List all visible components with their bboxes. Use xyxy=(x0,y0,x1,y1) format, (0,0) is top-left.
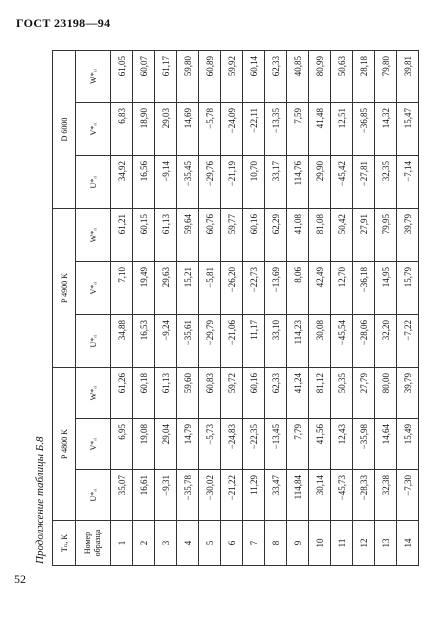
value-cell: 28,18 xyxy=(353,50,375,102)
value-cell: 15,49 xyxy=(397,419,419,470)
value-cell: 12,51 xyxy=(331,103,353,156)
value-cell: 33,47 xyxy=(265,470,287,521)
value-cell: −28,06 xyxy=(353,315,375,368)
value-cell: 11,17 xyxy=(243,315,265,368)
subheader: V*ᵣᵢ xyxy=(76,103,111,156)
value-cell: 59,64 xyxy=(177,209,199,262)
value-cell: −22,11 xyxy=(243,103,265,156)
value-cell: −5,73 xyxy=(199,419,221,470)
value-cell: −9,31 xyxy=(155,470,177,521)
value-cell: 41,56 xyxy=(309,419,331,470)
table-row xyxy=(287,50,309,565)
value-cell: −21,06 xyxy=(221,315,243,368)
sample-number-cell: 14 xyxy=(397,521,419,566)
corner-header-temperature: Tₙ, K xyxy=(53,521,76,566)
value-cell: 35,07 xyxy=(111,470,133,521)
value-cell: 60,76 xyxy=(199,209,221,262)
page-number: 52 xyxy=(14,572,26,586)
value-cell: −35,78 xyxy=(177,470,199,521)
value-cell: 62,33 xyxy=(265,50,287,102)
subheader: U*ᵣᵢ xyxy=(76,315,111,368)
value-cell: −36,85 xyxy=(353,103,375,156)
value-cell: −35,45 xyxy=(177,156,199,209)
value-cell: 59,60 xyxy=(177,368,199,419)
value-cell: 41,24 xyxy=(287,368,309,419)
table-row xyxy=(133,50,155,565)
value-cell: 29,63 xyxy=(155,262,177,315)
value-cell: 61,13 xyxy=(155,368,177,419)
value-cell: 32,35 xyxy=(375,156,397,209)
sample-number-cell: 12 xyxy=(353,521,375,566)
value-cell: −36,18 xyxy=(353,262,375,315)
value-cell: −7,30 xyxy=(397,470,419,521)
sample-number-cell: 3 xyxy=(155,521,177,566)
sample-number-cell: 5 xyxy=(199,521,221,566)
group-header: D 6000 xyxy=(53,50,76,208)
value-cell: 12,43 xyxy=(331,419,353,470)
group-header: P 4900 K xyxy=(53,209,76,368)
sample-number-cell: 8 xyxy=(265,521,287,566)
value-cell: 114,84 xyxy=(287,470,309,521)
sample-number-cell: 13 xyxy=(375,521,397,566)
subheader: V*ᵣᵢ xyxy=(76,262,111,315)
table-row xyxy=(309,50,331,565)
table-row xyxy=(331,50,353,565)
value-cell: 60,14 xyxy=(243,50,265,102)
value-cell: 15,79 xyxy=(397,262,419,315)
value-cell: 34,88 xyxy=(111,315,133,368)
value-cell: −45,42 xyxy=(331,156,353,209)
value-cell: 14,32 xyxy=(375,103,397,156)
value-cell: 32,20 xyxy=(375,315,397,368)
value-cell: 8,06 xyxy=(287,262,309,315)
value-cell: 10,70 xyxy=(243,156,265,209)
sample-number-cell: 1 xyxy=(111,521,133,566)
value-cell: 32,38 xyxy=(375,470,397,521)
value-cell: −22,35 xyxy=(243,419,265,470)
value-cell: −29,76 xyxy=(199,156,221,209)
value-cell: 7,10 xyxy=(111,262,133,315)
table-row xyxy=(221,50,243,565)
table-row xyxy=(243,50,265,565)
value-cell: 61,05 xyxy=(111,50,133,102)
value-cell: 59,92 xyxy=(221,50,243,102)
value-cell: 11,29 xyxy=(243,470,265,521)
value-cell: 14,64 xyxy=(375,419,397,470)
table-caption: Продолжение таблицы Б.8 xyxy=(34,436,46,564)
data-table xyxy=(52,50,419,566)
value-cell: −35,98 xyxy=(353,419,375,470)
value-cell: 6,83 xyxy=(111,103,133,156)
sample-number-cell: 11 xyxy=(331,521,353,566)
subheader: W*ᵣᵢ xyxy=(76,50,111,102)
value-cell: −21,22 xyxy=(221,470,243,521)
value-cell: 19,49 xyxy=(133,262,155,315)
value-cell: −45,73 xyxy=(331,470,353,521)
value-cell: −21,19 xyxy=(221,156,243,209)
rotated-table-frame xyxy=(32,51,411,566)
subheader: W*ᵣᵢ xyxy=(76,368,111,419)
value-cell: −30,02 xyxy=(199,470,221,521)
rotated-content xyxy=(32,51,411,566)
value-cell: 80,99 xyxy=(309,50,331,102)
value-cell: 114,23 xyxy=(287,315,309,368)
value-cell: 61,26 xyxy=(111,368,133,419)
value-cell: 16,53 xyxy=(133,315,155,368)
value-cell: 50,35 xyxy=(331,368,353,419)
table-row xyxy=(199,50,221,565)
value-cell: 79,95 xyxy=(375,209,397,262)
value-cell: 60,89 xyxy=(199,50,221,102)
value-cell: 6,95 xyxy=(111,419,133,470)
value-cell: 80,00 xyxy=(375,368,397,419)
table-body xyxy=(111,50,419,565)
value-cell: 27,91 xyxy=(353,209,375,262)
value-cell: 59,80 xyxy=(177,50,199,102)
value-cell: 14,69 xyxy=(177,103,199,156)
value-cell: 61,21 xyxy=(111,209,133,262)
value-cell: 59,77 xyxy=(221,209,243,262)
value-cell: 40,85 xyxy=(287,50,309,102)
sample-number-cell: 9 xyxy=(287,521,309,566)
value-cell: −24,09 xyxy=(221,103,243,156)
value-cell: −13,45 xyxy=(265,419,287,470)
value-cell: 7,79 xyxy=(287,419,309,470)
value-cell: −29,79 xyxy=(199,315,221,368)
value-cell: 29,04 xyxy=(155,419,177,470)
value-cell: 16,61 xyxy=(133,470,155,521)
value-cell: −5,78 xyxy=(199,103,221,156)
sample-number-cell: 4 xyxy=(177,521,199,566)
value-cell: −9,24 xyxy=(155,315,177,368)
table-row xyxy=(177,50,199,565)
value-cell: 30,08 xyxy=(309,315,331,368)
value-cell: 39,79 xyxy=(397,209,419,262)
table-row xyxy=(353,50,375,565)
value-cell: 18,90 xyxy=(133,103,155,156)
value-cell: 39,79 xyxy=(397,368,419,419)
document-header: ГОСТ 23198—94 xyxy=(16,16,111,30)
value-cell: 29,90 xyxy=(309,156,331,209)
value-cell: −24,83 xyxy=(221,419,243,470)
value-cell: −27,81 xyxy=(353,156,375,209)
value-cell: 50,63 xyxy=(331,50,353,102)
value-cell: −7,22 xyxy=(397,315,419,368)
table-row xyxy=(111,50,133,565)
value-cell: 15,47 xyxy=(397,103,419,156)
corner-header-sample-number: Номер образца xyxy=(76,521,111,566)
value-cell: 60,15 xyxy=(133,209,155,262)
subheader: U*ᵣᵢ xyxy=(76,470,111,521)
sample-number-cell: 2 xyxy=(133,521,155,566)
value-cell: −9,14 xyxy=(155,156,177,209)
value-cell: 34,92 xyxy=(111,156,133,209)
value-cell: 79,80 xyxy=(375,50,397,102)
value-cell: 7,59 xyxy=(287,103,309,156)
value-cell: 60,07 xyxy=(133,50,155,102)
subheader: U*ᵣᵢ xyxy=(76,156,111,209)
value-cell: −45,54 xyxy=(331,315,353,368)
value-cell: 81,12 xyxy=(309,368,331,419)
value-cell: 114,76 xyxy=(287,156,309,209)
value-cell: 81,08 xyxy=(309,209,331,262)
value-cell: 41,48 xyxy=(309,103,331,156)
subheader: W*ᵣᵢ xyxy=(76,209,111,262)
table-row xyxy=(397,50,419,565)
value-cell: −5,81 xyxy=(199,262,221,315)
table-row xyxy=(155,50,177,565)
value-cell: 41,08 xyxy=(287,209,309,262)
value-cell: 60,16 xyxy=(243,209,265,262)
value-cell: 19,08 xyxy=(133,419,155,470)
value-cell: −28,33 xyxy=(353,470,375,521)
value-cell: 33,10 xyxy=(265,315,287,368)
value-cell: 29,03 xyxy=(155,103,177,156)
value-cell: 15,21 xyxy=(177,262,199,315)
value-cell: 42,49 xyxy=(309,262,331,315)
value-cell: 33,17 xyxy=(265,156,287,209)
value-cell: 60,18 xyxy=(133,368,155,419)
value-cell: −26,20 xyxy=(221,262,243,315)
value-cell: 61,13 xyxy=(155,209,177,262)
value-cell: 39,81 xyxy=(397,50,419,102)
value-cell: 27,79 xyxy=(353,368,375,419)
sample-number-cell: 7 xyxy=(243,521,265,566)
value-cell: 14,95 xyxy=(375,262,397,315)
value-cell: −22,73 xyxy=(243,262,265,315)
sample-number-cell: 6 xyxy=(221,521,243,566)
value-cell: 62,29 xyxy=(265,209,287,262)
value-cell: 14,79 xyxy=(177,419,199,470)
value-cell: 61,17 xyxy=(155,50,177,102)
value-cell: −13,35 xyxy=(265,103,287,156)
value-cell: 12,70 xyxy=(331,262,353,315)
value-cell: −13,69 xyxy=(265,262,287,315)
table-row xyxy=(375,50,397,565)
value-cell: 16,56 xyxy=(133,156,155,209)
table-row xyxy=(265,50,287,565)
sample-number-cell: 10 xyxy=(309,521,331,566)
value-cell: −7,14 xyxy=(397,156,419,209)
value-cell: 50,42 xyxy=(331,209,353,262)
subheader: V*ᵣᵢ xyxy=(76,419,111,470)
value-cell: −35,61 xyxy=(177,315,199,368)
value-cell: 60,83 xyxy=(199,368,221,419)
value-cell: 30,14 xyxy=(309,470,331,521)
group-header: P 4800 K xyxy=(53,368,76,521)
value-cell: 62,33 xyxy=(265,368,287,419)
value-cell: 59,72 xyxy=(221,368,243,419)
value-cell: 60,16 xyxy=(243,368,265,419)
